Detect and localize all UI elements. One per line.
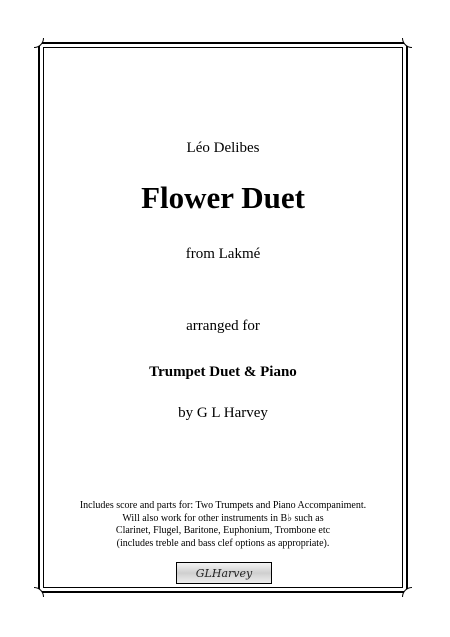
notes-line: (includes treble and bass clef options as appropriate). xyxy=(116,537,330,549)
composer-name: Léo Delibes xyxy=(186,140,260,156)
instrumentation: Trumpet Duet & Piano xyxy=(149,364,297,380)
arranged-for-label: arranged for xyxy=(186,318,260,334)
piece-subtitle: from Lakmé xyxy=(185,246,261,262)
contents-notes xyxy=(43,500,403,550)
notes-line: Clarinet, Flugel, Baritone, Euphonium, Trombone etc xyxy=(115,525,331,536)
publisher-logo-text: GLHarvey xyxy=(195,566,253,580)
piece-title: Flower Duet xyxy=(141,180,305,215)
notes-line: Will also work for other instruments in B♭ such as xyxy=(122,512,324,524)
notes-line: Includes score and parts for: Two Trumpets and Piano Accompaniment. xyxy=(79,500,367,511)
arranger-name: by G L Harvey xyxy=(178,405,268,421)
publisher-logo xyxy=(176,562,272,584)
